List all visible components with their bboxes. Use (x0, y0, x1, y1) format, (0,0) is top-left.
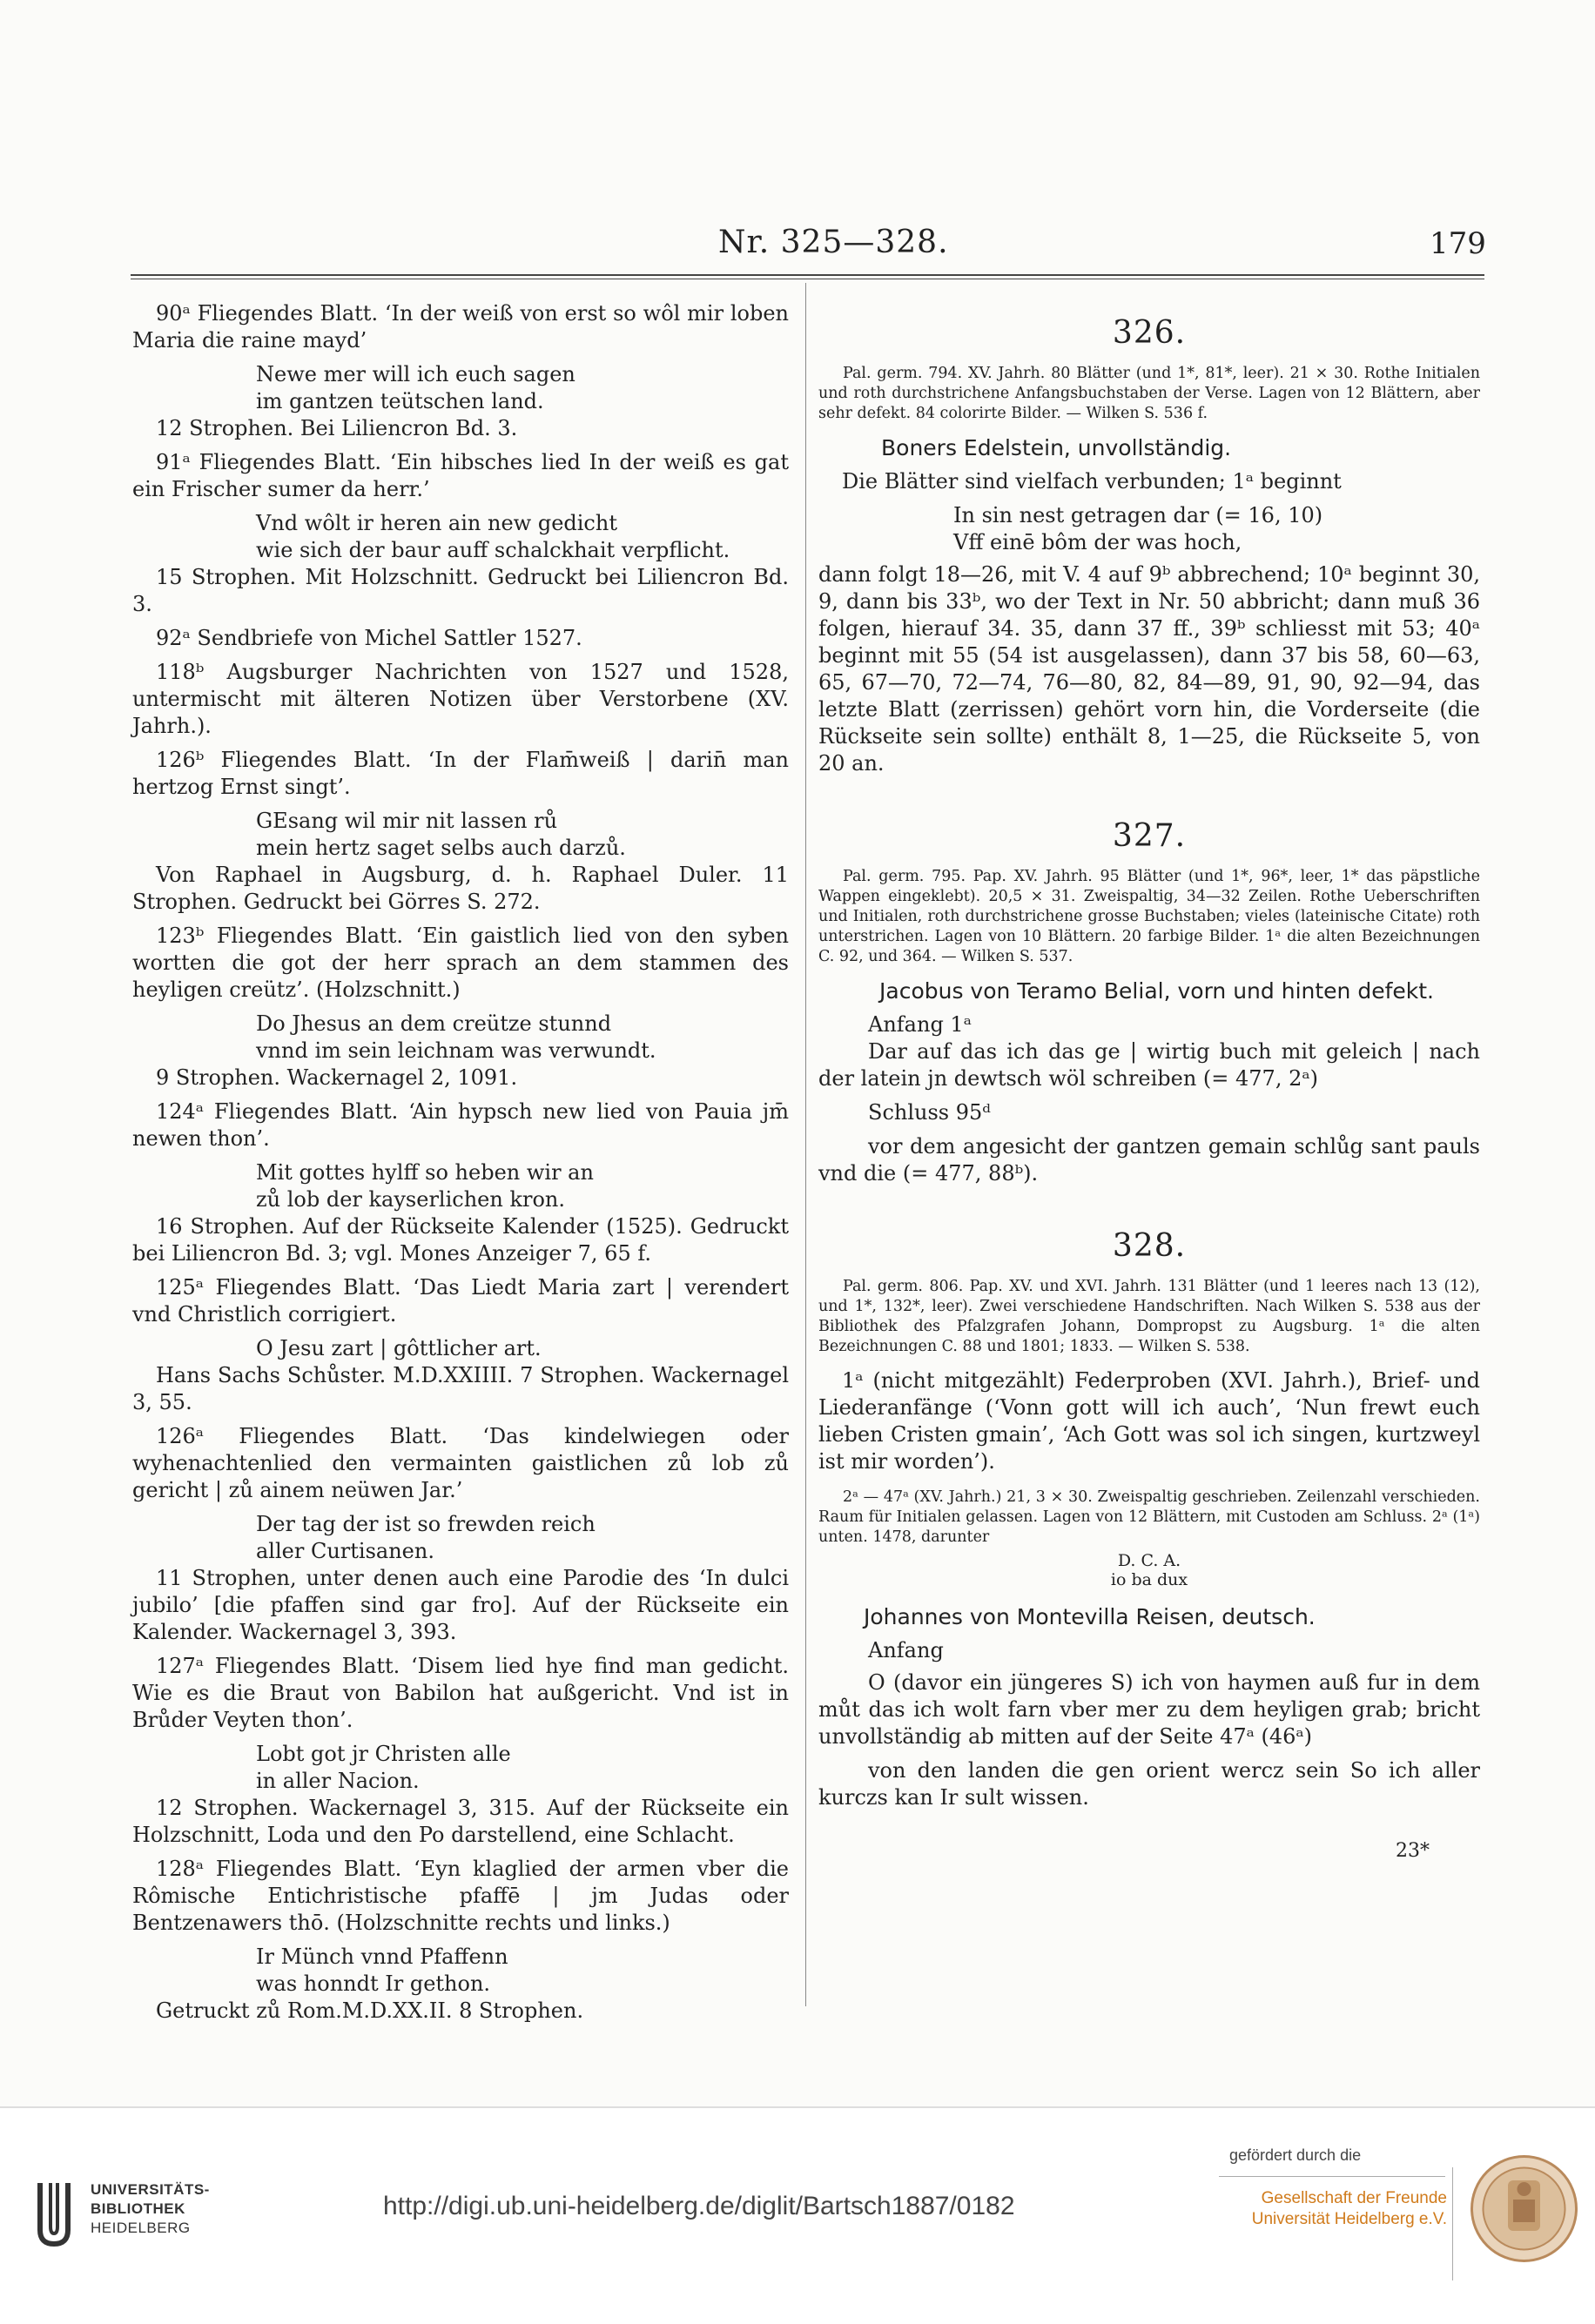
entry-125a: 125ᵃ Fliegendes Blatt. ‘Das Liedt Maria zart | verendert vnd Christlich corrigiert. (132, 1275, 789, 1327)
library-logo-icon (28, 2176, 78, 2251)
entry-text: dann folgt 18—26, mit V. 4 auf 9ᵇ abbrechend; 10ᵃ beginnt 30, 9, dann bis 33ᵇ, wo der Text in Nr. 50 abbricht; dann muß 36 folgen, hierauf 34. 35, dann 37 ff., 39ᵇ schliesst mit 53; 40ᵃ beginnt mit 55 (54 ist ausgelassen), dann 37 bis 58, 60—63, 65, 67—70, 72—74, 76—80, 82, 84—89, 91, 90, 92—94, das letzte Blatt (zerrissen) gehört vorn hin, die Vorderseite (die Rückseite sein sollte) enthält 8, 1—25, die Rückseite 5, von 20 an. (818, 562, 1480, 776)
entry-note: 16 Strophen. Auf der Rückseite Kalender (1525). Gedruckt bei Liliencron Bd. 3; vgl. Mones Anzeiger 7, 65 f. (132, 1214, 789, 1266)
entry-text: von den landen die gen orient wercz sein So ich aller kurczs kan Ir sult wissen. (818, 1758, 1480, 1810)
verse-line: aller Curtisanen. (256, 1539, 434, 1563)
entry-92a: 92ᵃ Sendbriefe von Michel Sattler 1527. (156, 626, 582, 650)
manuscript-description: Pal. germ. 795. Pap. XV. Jahrh. 95 Blätter (und 1*, 96*, leer, 1* das päpstliche Wappen eingeklebt). 20,5 × 31. Zweispaltig, 34—32 Zeilen. Rothe Ueberschriften und Initialen, roth durchstrichene grosse Buchstaben; vieles (lateinische Citate) roth unterstrichen. Lagen von 10 Blättern. 20 farbige Bilder. 1ᵃ die alten Bezeichnungen C. 92, und 364. — Wilken S. 537. (818, 868, 1480, 965)
manuscript-description: Pal. germ. 794. XV. Jahrh. 80 Blätter (und 1*, 81*, leer). 21 × 30. Rothe Initialen und roth durchstrichene Anfangsbuchstaben der Verse. Lagen von 12 Blättern, aber sehr defekt. 84 colorirte Bilder. — Wilken S. 536 f. (818, 365, 1480, 422)
work-title (818, 1603, 1480, 1630)
entry-note: 11 Strophen, unter denen auch eine Parodie des ‘In dulci jubilo’ [die pfaffen sind gar fro]. Auf der Rückseite ein Kalender. Wackernagel 3, 393. (132, 1566, 789, 1644)
entry-128a: 128ᵃ Fliegendes Blatt. ‘Eyn klaglied der armen vber die Rômische Entichristische pfaffē | jm Judas oder Bentzenawers thō. (Holzschnitte rechts und links.) (132, 1857, 789, 1935)
verse-line: O Jesu zart | gôttlicher art. (256, 1336, 542, 1360)
verse-line: Mit gottes hylff so heben wir an (256, 1160, 594, 1185)
column-divider (805, 283, 806, 2006)
entry-note-small: 2ᵃ — 47ᵃ (XV. Jahrh.) 21, 3 × 30. Zweispaltig geschrieben. Zeilenzahl verschieden. Raum für Initialen gelassen. Lagen von 12 Blättern, mit Custoden am Schluss. 2ᵃ (1ᵃ) unten. 1478, darunter (818, 1488, 1480, 1546)
right-column (818, 300, 1480, 1864)
library-name-line: UNIVERSITÄTS- (91, 2181, 210, 2198)
verse-line: GEsang wil mir nit lassen rů (256, 809, 558, 833)
verse-line: in aller Nacion. (256, 1769, 420, 1793)
verse-line: was honndt Ir gethon. (256, 1971, 491, 1996)
entry-text: O (davor ein jüngeres S) ich von haymen auß fur in dem můt das ich wolt farn vber mer zu dem heyligen grab; bricht unvollständig ab mitten auf der Seite 47ᵃ (46ᵃ) (818, 1670, 1480, 1749)
sponsor-name-line: Gesellschaft der Freunde (1261, 2189, 1447, 2207)
work-title-name: Jacobus von Teramo Belial, (879, 978, 1171, 1004)
university-seal-icon (1470, 2154, 1578, 2263)
work-title-note: deutsch. (1215, 1604, 1316, 1629)
colophon-line: D. C. A. (1117, 1551, 1181, 1570)
entry-124a: 124ᵃ Fliegendes Blatt. ‘Ain hypsch new lied von Pauia jm̄ newen thon’. (132, 1099, 789, 1151)
verse-line: Do Jhesus an dem creütze stunnd (256, 1011, 612, 1036)
digitization-footer (0, 2106, 1595, 2324)
sponsor-name-line: Universität Heidelberg e.V. (1251, 2210, 1447, 2228)
work-title-name: Boners Edelstein, (881, 435, 1071, 460)
signature-mark: 23* (1396, 1840, 1430, 1862)
verse-line: Lobt got jr Christen alle (256, 1742, 511, 1766)
entry-note: 12 Strophen. Bei Liliencron Bd. 3. (156, 416, 518, 440)
verse-line: Vnd wôlt ir heren ain new gedicht (256, 511, 617, 535)
entry-note: 9 Strophen. Wackernagel 2, 1091. (156, 1065, 518, 1090)
entry-118b: 118ᵇ Augsburger Nachrichten von 1527 und 1528, untermischt mit älteren Notizen über Verstorbene (XV. Jahrh.). (132, 660, 789, 738)
verse-line: zů lob der kayserlichen kron. (256, 1187, 566, 1212)
entry-note: Getruckt zů Rom.M.D.XX.II. 8 Strophen. (156, 1998, 584, 2023)
running-head (0, 225, 1595, 268)
entry-91a: 91ᵃ Fliegendes Blatt. ‘Ein hibsches lied In der weiß es gat ein Frischer sumer da herr.’ (132, 450, 789, 501)
entry-127a: 127ᵃ Fliegendes Blatt. ‘Disem lied hye find man gedicht. Wie es die Braut von Babilon hat außgericht. Vnd ist in Brůder Veyten thon’. (132, 1654, 789, 1732)
verse-line: Vff einē bôm der was hoch, (953, 530, 1242, 554)
sponsor-label: gefördert durch die (1229, 2146, 1362, 2164)
work-title-name: Johannes von Montevilla Reisen, (864, 1604, 1215, 1629)
entry-text: 1ᵃ (nicht mitgezählt) Federproben (XVI. Jahrh.), Brief- und Liederanfänge (‘Vonn gott will ich auch’, ‘Nun frewt euch lieben Cristen gmain’, ‘Ach Gott was sol ich singen, kurtzweyl ist mir worden’). (818, 1368, 1480, 1474)
sponsor-name (1221, 2188, 1447, 2230)
entry-126b: 126ᵇ Fliegendes Blatt. ‘In der Flam̄weiß | darin̄ man hertzog Ernst singt’. (132, 748, 789, 799)
colophon-line: io ba dux (1110, 1570, 1188, 1589)
library-name-line: BIBLIOTHEK (91, 2200, 185, 2217)
section-number-326: 326. (1112, 315, 1187, 351)
running-title: Nr. 325—328. (718, 225, 949, 260)
entry-note: Hans Sachs Schůster. M.D.XXIIII. 7 Strophen. Wackernagel 3, 55. (132, 1363, 789, 1414)
footer-rule (0, 2106, 1595, 2108)
entry-126a: 126ᵃ Fliegendes Blatt. ‘Das kindelwiegen oder wyhenachtenlied den vermainten gaistlichen zů lob zů gericht | zů ainem neüwen Jar.’ (132, 1424, 789, 1502)
library-name-line: HEIDELBERG (91, 2220, 191, 2236)
work-title-note: unvollständig. (1070, 435, 1232, 460)
anfang-label: Anfang (868, 1638, 944, 1662)
entry-note: 12 Strophen. Wackernagel 3, 315. Auf der Rückseite ein Holzschnitt, Loda und den Po darstellend, eine Schlacht. (132, 1796, 789, 1847)
verse-line: In sin nest getragen dar (= 16, 10) (953, 503, 1323, 527)
entry-note: 15 Strophen. Mit Holzschnitt. Gedruckt bei Liliencron Bd. 3. (132, 565, 789, 616)
sponsor-divider (1219, 2176, 1445, 2177)
entry-text: vor dem angesicht der gantzen gemain schlůg sant pauls vnd die (= 477, 88ᵇ). (818, 1134, 1480, 1186)
left-column (132, 300, 789, 2032)
verse-line: im gantzen teütschen land. (256, 389, 544, 413)
verse-line: vnnd im sein leichnam was verwundt. (256, 1038, 656, 1063)
header-rule (131, 274, 1484, 276)
entry-123b: 123ᵇ Fliegendes Blatt. ‘Ein gaistlich lied von den syben wortten die got der herr sprach an dem stammen des heyligen creütz’. (Holzschnitt.) (132, 924, 789, 1002)
verse-line: Ir Münch vnnd Pfaffenn (256, 1945, 508, 1969)
anfang-label: Anfang 1ᵃ (868, 1012, 972, 1037)
entry-text: Die Blätter sind vielfach verbunden; 1ᵃ beginnt (842, 469, 1342, 494)
verse-line: wie sich der baur auff schalckhait verpflicht. (256, 538, 730, 562)
section-number-327: 327. (1112, 818, 1187, 854)
verse-line: Newe mer will ich euch sagen (256, 362, 575, 386)
entry-90a: 90ᵃ Fliegendes Blatt. ‘In der weiß von erst so wôl mir loben Maria die raine mayd’ (132, 301, 789, 353)
work-title (818, 977, 1480, 1004)
section-number-328: 328. (1112, 1228, 1187, 1264)
verse-line: Der tag der ist so frewden reich (256, 1512, 596, 1536)
verse-line: mein hertz saget selbs auch darzů. (256, 836, 626, 860)
schluss-label: Schluss 95ᵈ (868, 1100, 991, 1125)
entry-text: Dar auf das ich das ge | wirtig buch mit geleich | nach der latein jn dewtsch wöl schreiben (= 477, 2ᵃ) (818, 1039, 1480, 1091)
permalink-url[interactable]: http://digi.ub.uni-heidelberg.de/diglit/Bartsch1887/0182 (383, 2192, 1015, 2220)
sponsor-divider-vertical (1452, 2167, 1453, 2280)
entry-note: Von Raphael in Augsburg, d. h. Raphael Duler. 11 Strophen. Gedruckt bei Görres S. 272. (132, 863, 789, 914)
library-name (91, 2180, 210, 2238)
work-title-note: vorn und hinten defekt. (1170, 978, 1434, 1004)
page-number: 179 (1430, 226, 1486, 261)
work-title (818, 434, 1480, 461)
manuscript-description: Pal. germ. 806. Pap. XV. und XVI. Jahrh. 131 Blätter (und 1 leeres nach 13 (12), und 1*, 132*, leer). Zwei verschiedene Handschriften. Nach Wilken S. 538 aus der Bibliothek des Pfalzgrafen Johann, Dompropst zu Augsburg. 1ᵃ die alten Bezeichnungen C. 88 und 1801; 1833. — Wilken S. 538. (818, 1278, 1480, 1355)
